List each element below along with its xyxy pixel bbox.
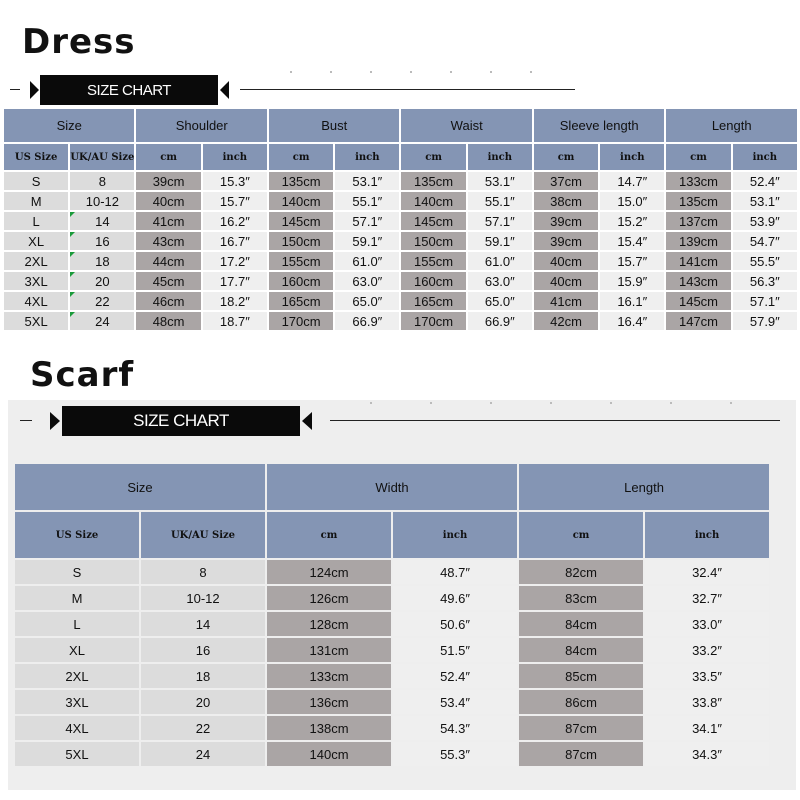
table-cell: 145cm	[401, 212, 465, 230]
banner-notch-left	[50, 412, 60, 430]
banner-notch-right	[302, 412, 312, 430]
table-cell: 140cm	[267, 742, 391, 766]
table-cell: 83cm	[519, 586, 643, 610]
table-cell: 41cm	[136, 212, 200, 230]
header-length: Length	[666, 109, 797, 142]
table-cell: 53.9″	[733, 212, 797, 230]
table-cell: 33.0″	[645, 612, 769, 636]
table-cell: 59.1″	[335, 232, 399, 250]
table-cell: 138cm	[267, 716, 391, 740]
table-cell: 82cm	[519, 560, 643, 584]
header-waist: Waist	[401, 109, 531, 142]
table-row	[15, 638, 769, 662]
table-cell: 18.7″	[203, 312, 267, 330]
table-cell: 65.0″	[468, 292, 532, 310]
subheader-inch: inch	[468, 144, 532, 170]
table-cell: 48.7″	[393, 560, 517, 584]
table-cell: 57.1″	[335, 212, 399, 230]
table-cell: 160cm	[269, 272, 333, 290]
table-cell: 66.9″	[335, 312, 399, 330]
table-cell: 18	[141, 664, 265, 688]
table-cell: 14	[141, 612, 265, 636]
table-cell: 37cm	[534, 172, 598, 190]
table-cell: S	[15, 560, 139, 584]
table-cell: 133cm	[267, 664, 391, 688]
table-cell: M	[15, 586, 139, 610]
subheader-uk-au-size: UK/AU Size	[70, 144, 134, 170]
table-cell: 131cm	[267, 638, 391, 662]
table-cell: 15.4″	[600, 232, 664, 250]
table-cell: 150cm	[401, 232, 465, 250]
table-cell: L	[15, 612, 139, 636]
table-cell: 53.1″	[335, 172, 399, 190]
scarf-subheader-row	[15, 512, 769, 558]
scarf-header-row	[15, 464, 769, 510]
table-cell: 52.4″	[393, 664, 517, 688]
table-cell: 39cm	[534, 212, 598, 230]
header-bust: Bust	[269, 109, 399, 142]
table-row	[15, 742, 769, 766]
table-cell: 59.1″	[468, 232, 532, 250]
table-cell: 53.4″	[393, 690, 517, 714]
table-cell: 57.9″	[733, 312, 797, 330]
table-cell: 133cm	[666, 172, 730, 190]
table-cell: 150cm	[269, 232, 333, 250]
table-cell: 2XL	[4, 252, 68, 270]
subheader-cm: cm	[267, 512, 391, 558]
table-cell: 32.4″	[645, 560, 769, 584]
table-cell: 87cm	[519, 716, 643, 740]
table-cell: 137cm	[666, 212, 730, 230]
table-cell: 17.7″	[203, 272, 267, 290]
table-cell: XL	[15, 638, 139, 662]
table-cell: 34.3″	[645, 742, 769, 766]
table-cell: 17.2″	[203, 252, 267, 270]
table-cell: 170cm	[401, 312, 465, 330]
table-cell: 42cm	[534, 312, 598, 330]
table-cell: 15.3″	[203, 172, 267, 190]
table-cell: 32.7″	[645, 586, 769, 610]
table-row	[4, 272, 797, 290]
table-cell: 10-12	[141, 586, 265, 610]
table-row	[15, 612, 769, 636]
table-cell: 8	[70, 172, 134, 190]
cell-text: 14	[95, 213, 110, 229]
table-cell: 40cm	[534, 252, 598, 270]
table-cell: 53.1″	[468, 172, 532, 190]
table-cell: 33.2″	[645, 638, 769, 662]
table-cell: 57.1″	[733, 292, 797, 310]
table-cell: 55.1″	[335, 192, 399, 210]
cell-text: 24	[95, 313, 110, 329]
table-cell: 8	[141, 560, 265, 584]
table-cell: 135cm	[269, 172, 333, 190]
table-cell: 52.4″	[733, 172, 797, 190]
table-cell: 5XL	[4, 312, 68, 330]
banner-notch-right	[220, 81, 229, 99]
table-cell: 54.7″	[733, 232, 797, 250]
table-row	[15, 560, 769, 584]
table-cell: 145cm	[666, 292, 730, 310]
table-cell: 55.5″	[733, 252, 797, 270]
table-cell	[70, 212, 134, 230]
table-cell: 41cm	[534, 292, 598, 310]
table-cell: 18.2″	[203, 292, 267, 310]
table-row	[15, 716, 769, 740]
table-cell: 86cm	[519, 690, 643, 714]
table-cell: 39cm	[136, 172, 200, 190]
banner-rule-right	[240, 89, 575, 90]
header-width: Width	[267, 464, 517, 510]
table-cell: 5XL	[15, 742, 139, 766]
subheader-inch: inch	[645, 512, 769, 558]
table-row	[15, 690, 769, 714]
table-cell: 56.3″	[733, 272, 797, 290]
table-cell: 147cm	[666, 312, 730, 330]
table-cell: 22	[141, 716, 265, 740]
table-cell: 33.8″	[645, 690, 769, 714]
table-row	[4, 312, 797, 330]
banner-dots	[330, 402, 780, 404]
table-cell: 63.0″	[335, 272, 399, 290]
table-cell: 136cm	[267, 690, 391, 714]
dress-title: Dress	[22, 22, 136, 62]
cell-marker-icon	[70, 292, 75, 297]
header-shoulder: Shoulder	[136, 109, 266, 142]
table-cell: 61.0″	[335, 252, 399, 270]
cell-marker-icon	[70, 272, 75, 277]
table-cell: 124cm	[267, 560, 391, 584]
table-row	[15, 586, 769, 610]
table-cell: 84cm	[519, 612, 643, 636]
cell-marker-icon	[70, 212, 75, 217]
table-cell: 48cm	[136, 312, 200, 330]
table-row	[4, 172, 797, 190]
table-cell: 143cm	[666, 272, 730, 290]
table-row	[4, 232, 797, 250]
cell-text: 18	[95, 253, 110, 269]
banner-dots	[250, 71, 600, 73]
table-cell: 65.0″	[335, 292, 399, 310]
cell-marker-icon	[70, 312, 75, 317]
scarf-size-chart-banner: SIZE CHART	[62, 406, 300, 436]
banner-dash-left	[20, 420, 32, 421]
subheader-cm: cm	[269, 144, 333, 170]
table-cell: 135cm	[401, 172, 465, 190]
table-cell	[70, 312, 134, 330]
table-cell: 16	[141, 638, 265, 662]
subheader-cm: cm	[401, 144, 465, 170]
table-cell: 57.1″	[468, 212, 532, 230]
table-cell: 55.1″	[468, 192, 532, 210]
subheader-inch: inch	[600, 144, 664, 170]
scarf-banner-row	[0, 406, 800, 436]
table-cell: 51.5″	[393, 638, 517, 662]
subheader-inch: inch	[733, 144, 797, 170]
table-cell: 165cm	[401, 292, 465, 310]
table-cell	[70, 272, 134, 290]
cell-text: 22	[95, 293, 110, 309]
table-cell: 16.1″	[600, 292, 664, 310]
table-cell: 43cm	[136, 232, 200, 250]
dress-size-chart-banner: SIZE CHART	[40, 75, 218, 105]
table-cell: 126cm	[267, 586, 391, 610]
banner-rule-right	[330, 420, 780, 421]
cell-text: 20	[95, 273, 110, 289]
table-cell: 87cm	[519, 742, 643, 766]
table-cell: 135cm	[666, 192, 730, 210]
table-cell: 33.5″	[645, 664, 769, 688]
header-length: Length	[519, 464, 769, 510]
table-cell: L	[4, 212, 68, 230]
cell-text: 16	[95, 233, 110, 249]
table-cell: 61.0″	[468, 252, 532, 270]
table-cell	[70, 292, 134, 310]
table-cell: XL	[4, 232, 68, 250]
table-cell: 39cm	[534, 232, 598, 250]
table-cell: 84cm	[519, 638, 643, 662]
table-cell: 155cm	[269, 252, 333, 270]
table-cell: 63.0″	[468, 272, 532, 290]
table-row	[15, 664, 769, 688]
header-sleeve-length: Sleeve length	[534, 109, 664, 142]
table-cell: 4XL	[4, 292, 68, 310]
table-cell: 40cm	[136, 192, 200, 210]
subheader-inch: inch	[335, 144, 399, 170]
table-cell: 160cm	[401, 272, 465, 290]
table-cell: 15.0″	[600, 192, 664, 210]
table-cell: 141cm	[666, 252, 730, 270]
subheader-cm: cm	[519, 512, 643, 558]
subheader-us-size: US Size	[4, 144, 68, 170]
table-cell: 15.7″	[203, 192, 267, 210]
table-cell: 4XL	[15, 716, 139, 740]
table-row	[4, 212, 797, 230]
subheader-cm: cm	[666, 144, 730, 170]
table-cell: 15.7″	[600, 252, 664, 270]
table-cell	[70, 232, 134, 250]
table-cell: 16.2″	[203, 212, 267, 230]
table-cell: 2XL	[15, 664, 139, 688]
table-cell: M	[4, 192, 68, 210]
scarf-title: Scarf	[30, 355, 135, 395]
subheader-cm: cm	[136, 144, 200, 170]
table-cell: 10-12	[70, 192, 134, 210]
table-cell: 145cm	[269, 212, 333, 230]
table-cell: 49.6″	[393, 586, 517, 610]
cell-marker-icon	[70, 232, 75, 237]
table-cell: 170cm	[269, 312, 333, 330]
table-cell: 53.1″	[733, 192, 797, 210]
subheader-inch: inch	[393, 512, 517, 558]
table-cell: 139cm	[666, 232, 730, 250]
table-row	[4, 252, 797, 270]
table-cell: 24	[141, 742, 265, 766]
dress-header-row	[4, 109, 797, 142]
table-cell: 15.9″	[600, 272, 664, 290]
table-cell: 128cm	[267, 612, 391, 636]
table-cell: 20	[141, 690, 265, 714]
table-cell	[70, 252, 134, 270]
table-cell: 50.6″	[393, 612, 517, 636]
table-cell: 45cm	[136, 272, 200, 290]
table-cell: 155cm	[401, 252, 465, 270]
subheader-us-size: US Size	[15, 512, 139, 558]
table-cell: 54.3″	[393, 716, 517, 740]
table-cell: 46cm	[136, 292, 200, 310]
table-cell: 55.3″	[393, 742, 517, 766]
table-cell: 165cm	[269, 292, 333, 310]
table-cell: 140cm	[401, 192, 465, 210]
table-row	[4, 192, 797, 210]
dress-size-table	[2, 107, 799, 332]
subheader-inch: inch	[203, 144, 267, 170]
subheader-cm: cm	[534, 144, 598, 170]
table-cell: 34.1″	[645, 716, 769, 740]
table-cell: 15.2″	[600, 212, 664, 230]
cell-marker-icon	[70, 252, 75, 257]
table-cell: 16.7″	[203, 232, 267, 250]
table-cell: S	[4, 172, 68, 190]
header-size: Size	[4, 109, 134, 142]
table-cell: 14.7″	[600, 172, 664, 190]
table-cell: 66.9″	[468, 312, 532, 330]
table-cell: 140cm	[269, 192, 333, 210]
dress-banner-row	[0, 75, 800, 105]
scarf-size-table	[13, 462, 771, 768]
table-row	[4, 292, 797, 310]
table-cell: 40cm	[534, 272, 598, 290]
table-cell: 44cm	[136, 252, 200, 270]
banner-dash-left	[10, 89, 20, 90]
table-cell: 3XL	[15, 690, 139, 714]
table-cell: 3XL	[4, 272, 68, 290]
dress-subheader-row	[4, 144, 797, 170]
banner-notch-left	[30, 81, 39, 99]
table-cell: 85cm	[519, 664, 643, 688]
subheader-uk-au-size: UK/AU Size	[141, 512, 265, 558]
table-cell: 38cm	[534, 192, 598, 210]
header-size: Size	[15, 464, 265, 510]
table-cell: 16.4″	[600, 312, 664, 330]
